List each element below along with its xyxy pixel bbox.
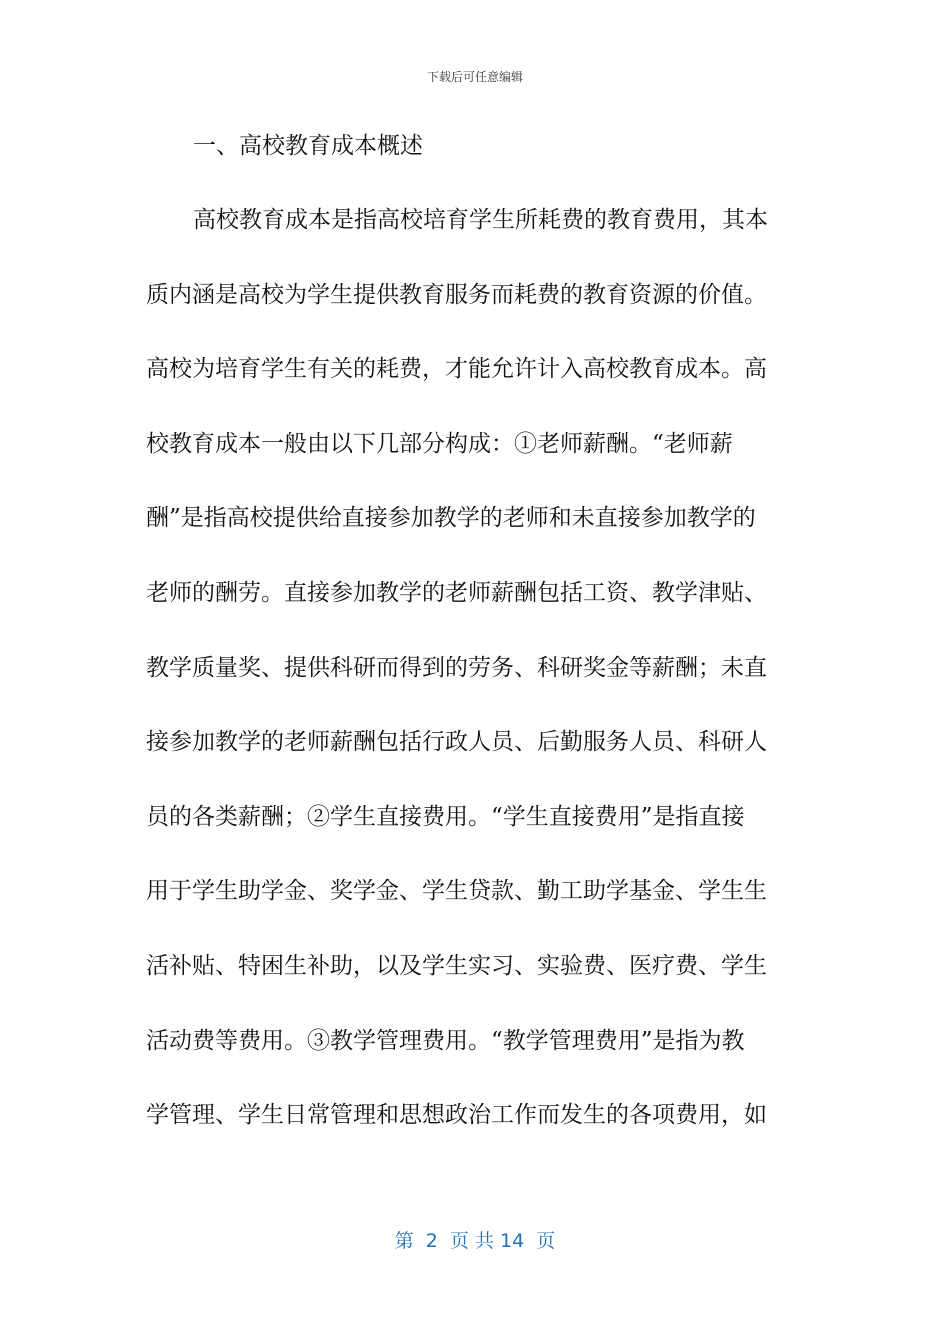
text-line: 高校为培育学生有关的耗费，才能允许计入高校教育成本。高 xyxy=(146,356,767,383)
text-line: 活补贴、特困生补助，以及学生实习、实验费、医疗费、学生 xyxy=(146,952,767,979)
text-line: 员的各类薪酬；②学生直接费用。“学生直接费用”是指直接 xyxy=(146,803,745,830)
text-line: 校教育成本一般由以下几部分构成：①老师薪酬。“老师薪 xyxy=(146,430,733,457)
text-line: 用于学生助学金、奖学金、学生贷款、勤工助学基金、学生生 xyxy=(146,878,767,905)
section-heading: 一、高校教育成本概述 xyxy=(193,133,423,159)
text-line: 高校教育成本是指高校培育学生所耗费的教育费用，其本 xyxy=(193,207,768,233)
text-line: 接参加教学的老师薪酬包括行政人员、后勤服务人员、科研人 xyxy=(146,729,767,756)
text-line: 活动费等费用。③教学管理费用。“教学管理费用”是指为教 xyxy=(146,1027,745,1054)
download-note: 下载后可任意编辑 xyxy=(426,70,523,84)
text-line: 教学质量奖、提供科研而得到的劳务、科研奖金等薪酬；未直 xyxy=(146,654,767,681)
text-line: 学管理、学生日常管理和思想政治工作而发生的各项费用，如 xyxy=(146,1102,767,1129)
text-line: 酬”是指高校提供给直接参加教学的老师和未直接参加教学的 xyxy=(146,505,756,532)
page-number: 第 2 页 共 14 页 xyxy=(394,1230,556,1252)
text-line: 质内涵是高校为学生提供教育服务而耗费的教育资源的价值。 xyxy=(146,281,767,308)
text-line: 老师的酬劳。直接参加教学的老师薪酬包括工资、教学津贴、 xyxy=(146,579,767,606)
body-text xyxy=(146,202,796,1172)
